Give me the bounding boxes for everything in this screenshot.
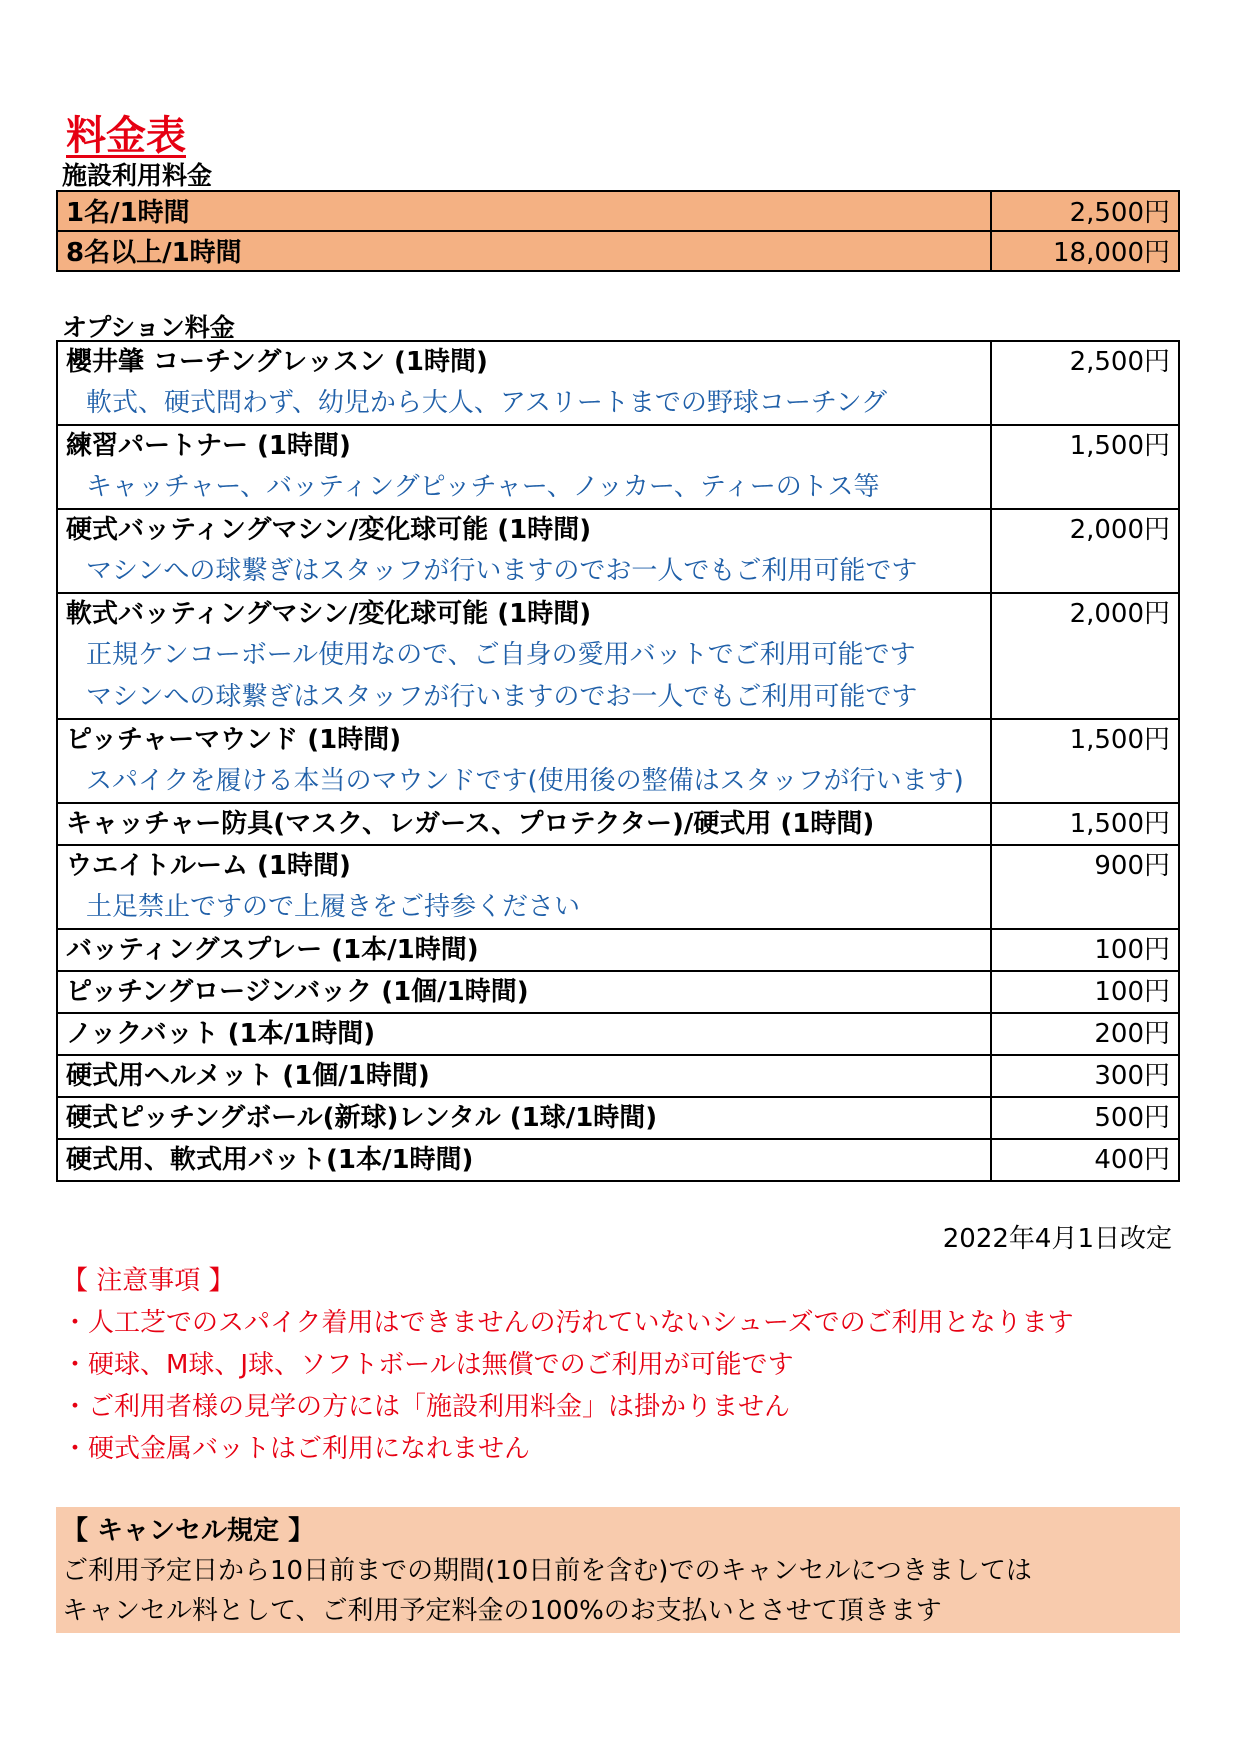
option-price: 1,500円	[991, 719, 1179, 803]
fee-price: 2,500円	[991, 191, 1179, 231]
option-name: 硬式用ヘルメット (1個/1時間)	[66, 1061, 430, 1091]
option-price: 900円	[991, 845, 1179, 929]
option-name: ピッチングロージンバック (1個/1時間)	[66, 977, 529, 1007]
note-item: ・硬式金属バットはご利用になれません	[62, 1434, 531, 1464]
option-cell	[57, 1139, 991, 1181]
option-name: ピッチャーマウンド (1時間)	[66, 725, 402, 755]
fee-name: 8名以上/1時間	[57, 231, 991, 271]
table-row	[57, 1139, 1179, 1181]
option-price: 400円	[991, 1139, 1179, 1181]
notes-section	[62, 1260, 1074, 1470]
option-name: 硬式バッティングマシン/変化球可能 (1時間)	[66, 515, 592, 545]
option-name: ノックバット (1本/1時間)	[66, 1019, 376, 1049]
note-item: ・人工芝でのスパイク着用はできませんの汚れていないシューズでのご利用となります	[62, 1308, 1074, 1338]
option-name: 練習パートナー (1時間)	[66, 431, 351, 461]
cancel-policy	[56, 1507, 1180, 1633]
option-price: 1,500円	[991, 803, 1179, 845]
table-row	[57, 845, 1179, 929]
options-heading: オプション料金	[62, 313, 235, 342]
table-row	[57, 803, 1179, 845]
option-cell	[57, 929, 991, 971]
option-name: ウエイトルーム (1時間)	[66, 851, 351, 881]
fee-name: 1名/1時間	[57, 191, 991, 231]
table-row	[57, 341, 1179, 425]
option-name: 硬式用、軟式用バット(1本/1時間)	[66, 1145, 474, 1175]
option-description: 正規ケンコーボール使用なので、ご自身の愛用バットでご利用可能です	[86, 640, 916, 670]
option-description: スパイクを履ける本当のマウンドです(使用後の整備はスタッフが行います)	[86, 766, 964, 796]
cancel-line: キャンセル料として、ご利用予定料金の100%のお支払いとさせて頂きます	[62, 1596, 942, 1626]
option-price: 2,000円	[991, 593, 1179, 719]
option-cell	[57, 803, 991, 845]
option-price: 100円	[991, 971, 1179, 1013]
cancel-heading: 【 キャンセル規定 】	[62, 1516, 315, 1546]
option-cell	[57, 1013, 991, 1055]
table-row	[57, 1013, 1179, 1055]
facility-heading: 施設利用料金	[62, 161, 213, 190]
option-cell	[57, 509, 991, 593]
table-row	[57, 929, 1179, 971]
note-item: ・ご利用者様の見学の方には「施設利用料金」は掛かりません	[62, 1392, 791, 1422]
table-row	[57, 593, 1179, 719]
option-cell	[57, 1097, 991, 1139]
option-price: 300円	[991, 1055, 1179, 1097]
table-row	[57, 509, 1179, 593]
option-price: 500円	[991, 1097, 1179, 1139]
option-price: 2,500円	[991, 341, 1179, 425]
fee-price: 18,000円	[991, 231, 1179, 271]
table-row	[57, 231, 1179, 271]
cancel-line: ご利用予定日から10日前までの期間(10日前を含む)でのキャンセルにつきましては	[62, 1556, 1032, 1586]
option-cell	[57, 845, 991, 929]
table-row	[57, 191, 1179, 231]
table-row	[57, 971, 1179, 1013]
option-name: 硬式ピッチングボール(新球)レンタル (1球/1時間)	[66, 1103, 658, 1133]
option-name: 櫻井肇 コーチングレッスン (1時間)	[66, 347, 488, 377]
option-cell	[57, 719, 991, 803]
table-row	[57, 425, 1179, 509]
options-table	[56, 340, 1180, 1182]
note-item: ・硬球、M球、J球、ソフトボールは無償でのご利用が可能です	[62, 1350, 794, 1380]
option-description: マシンへの球繋ぎはスタッフが行いますのでお一人でもご利用可能です	[86, 682, 918, 712]
option-description: キャッチャー、バッティングピッチャー、ノッカー、ティーのトス等	[86, 472, 880, 502]
notes-heading: 【 注意事項 】	[62, 1266, 235, 1296]
option-name: 軟式バッティングマシン/変化球可能 (1時間)	[66, 599, 592, 629]
option-name: バッティングスプレー (1本/1時間)	[66, 935, 479, 965]
page-title: 料金表	[66, 113, 186, 159]
option-description: 土足禁止ですので上履きをご持参ください	[86, 892, 581, 922]
table-row	[57, 1055, 1179, 1097]
option-price: 2,000円	[991, 509, 1179, 593]
revised-date: 2022年4月1日改定	[942, 1224, 1172, 1254]
table-row	[57, 719, 1179, 803]
option-description: 軟式、硬式問わず、幼児から大人、アスリートまでの野球コーチング	[86, 388, 888, 418]
option-cell	[57, 425, 991, 509]
option-price: 200円	[991, 1013, 1179, 1055]
option-description: マシンへの球繋ぎはスタッフが行いますのでお一人でもご利用可能です	[86, 556, 918, 586]
option-cell	[57, 593, 991, 719]
option-price: 1,500円	[991, 425, 1179, 509]
table-row	[57, 1097, 1179, 1139]
option-cell	[57, 1055, 991, 1097]
option-cell	[57, 971, 991, 1013]
option-cell	[57, 341, 991, 425]
facility-fee-table	[56, 190, 1180, 272]
option-price: 100円	[991, 929, 1179, 971]
option-name: キャッチャー防具(マスク、レガース、プロテクター)/硬式用 (1時間)	[66, 809, 875, 839]
